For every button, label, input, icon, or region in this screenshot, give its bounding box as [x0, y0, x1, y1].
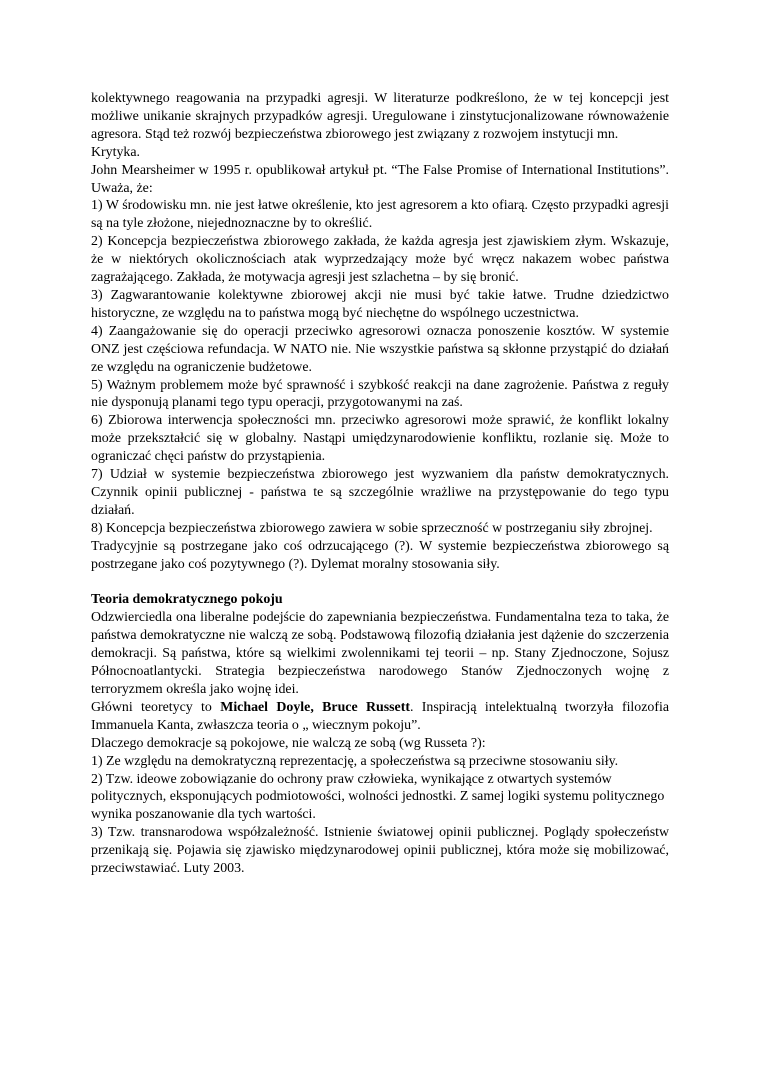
theorist-russett: Bruce Russett	[322, 699, 410, 715]
theorist-separator: ,	[310, 699, 323, 715]
paragraph-intro: kolektywnego reagowania na przypadki agresji. W literaturze podkreślono, że w tej koncepcji jest możliwe unikanie skrajnych przypadków agresji. Uregulowane i zinstytucjonalizowane równoważenie agresora. Stąd też rozwój bezpieczeństwa zbiorowego jest związany z rozwojem instytucji mn.	[91, 91, 669, 142]
paragraph-traditional: Tradycyjnie są postrzegane jako coś odrzucającego (?). W systemie bezpieczeństwa zbiorowego są postrzegane jako coś pozytywnego (?). Dylemat moralny stosowania siły.	[91, 538, 669, 572]
document-body	[91, 90, 669, 878]
paragraph-theorists	[91, 699, 669, 735]
list-item-6: 6) Zbiorowa interwencja społeczności mn. przeciwko agresorowi może sprawić, że konflikt lokalny może przekształcić się w globalny. Nastąpi umiędzynarodowienie konfliktu, rozlanie się. Może to ograniczać chęci państw do przystąpienia.	[91, 413, 669, 465]
list-item-3: 3) Zagwarantowanie kolektywne zbiorowej akcji nie musi być takie łatwe. Trudne dziedzictwo historyczne, ze względu na to państwa mogą być niechętne do wspólnego uczestnictwa.	[91, 287, 669, 321]
paragraph-critique-label: Krytyka.	[91, 144, 140, 160]
theorists-prefix: Główni teoretycy to	[91, 699, 221, 715]
theorist-doyle: Michael Doyle	[220, 699, 311, 715]
theorists-suffix: . Inspiracją intelektualną tworzyła filozofia Immanuela Kanta, zwłaszcza teoria o „ wiecznym pokoju”.	[91, 699, 669, 733]
list-item-7: 7) Udział w systemie bezpieczeństwa zbiorowego jest wyzwaniem dla państw demokratycznych. Czynnik opinii publicznej - państwa te są szczególnie wrażliwe na przystępowanie do tego typu działań.	[91, 467, 669, 518]
reason-item-2-continued: politycznych, eksponujących podmiotowości, wolności jednostki. Z samej logiki systemu politycznego wynika poszanowanie dla tych wartości.	[91, 789, 665, 823]
section-heading: Teoria demokratycznego pokoju	[91, 592, 283, 608]
reason-item-3: 3) Tzw. transnarodowa współzależność. Istnienie światowej opinii publicznej. Poglądy społeczeństw przenikają się. Pojawia się zjawisko międzynarodowej opinii publicznej, która może się mobilizować, przeciwstawiać. Luty 2003.	[91, 825, 669, 877]
paragraph-mearsheimer: John Mearsheimer w 1995 r. opublikował artykuł pt. “The False Promise of International Institutions”. Uważa, że:	[91, 162, 669, 196]
reason-item-2: 2) Tzw. ideowe zobowiązanie do ochrony praw człowieka, wynikające z otwartych systemów	[91, 771, 612, 787]
list-item-2: 2) Koncepcja bezpieczeństwa zbiorowego zakłada, że każda agresja jest zjawiskiem złym. Wskazuje, że w niektórych okolicznościach atak wyprzedzający może być wręcz nakazem wobec państwa zagrażającego. Zakłada, że motywacja agresji jest szlachetna – by się bronić.	[91, 234, 669, 286]
paragraph-theory: Odzwierciedla ona liberalne podejście do zapewniania bezpieczeństwa. Fundamentalna teza to taka, że państwa demokratyczne nie walczą ze sobą. Podstawową filozofią działania jest dążenie do szczerzenia demokracji. Są państwa, które są wielkimi zwolennikami tej teorii – np. Stany Zjednoczone, Sojusz Północnoatlantycki. Strategia bezpieczeństwa narodowego Stanów Zjednoczonych wojnę z terroryzmem określa jako wojnę idei.	[91, 610, 669, 697]
list-item-5: 5) Ważnym problemem może być sprawność i szybkość reakcji na dane zagrożenie. Państwa z reguły nie dysponują planami tego typu operacji, przygotowanymi na zaś.	[91, 377, 669, 411]
list-item-1: 1) W środowisku mn. nie jest łatwe określenie, kto jest agresorem a kto ofiarą. Często przypadki agresji są na tyle złożone, niejednoznaczne by to określić.	[91, 198, 669, 232]
list-item-8: 8) Koncepcja bezpieczeństwa zbiorowego zawiera w sobie sprzeczność w postrzeganiu siły zbrojnej.	[91, 520, 653, 536]
paragraph-question: Dlaczego demokracje są pokojowe, nie walczą ze sobą (wg Russeta ?):	[91, 735, 486, 751]
reason-item-1: 1) Ze względu na demokratyczną reprezentację, a społeczeństwa są przeciwne stosowaniu siły.	[91, 753, 619, 769]
list-item-4: 4) Zaangażowanie się do operacji przeciwko agresorowi oznacza ponoszenie kosztów. W systemie ONZ jest częściowa refundacja. W NATO nie. Nie wszystkie państwa są skłonne przystąpić do działań ze względu na ograniczenie budżetowe.	[91, 323, 669, 375]
